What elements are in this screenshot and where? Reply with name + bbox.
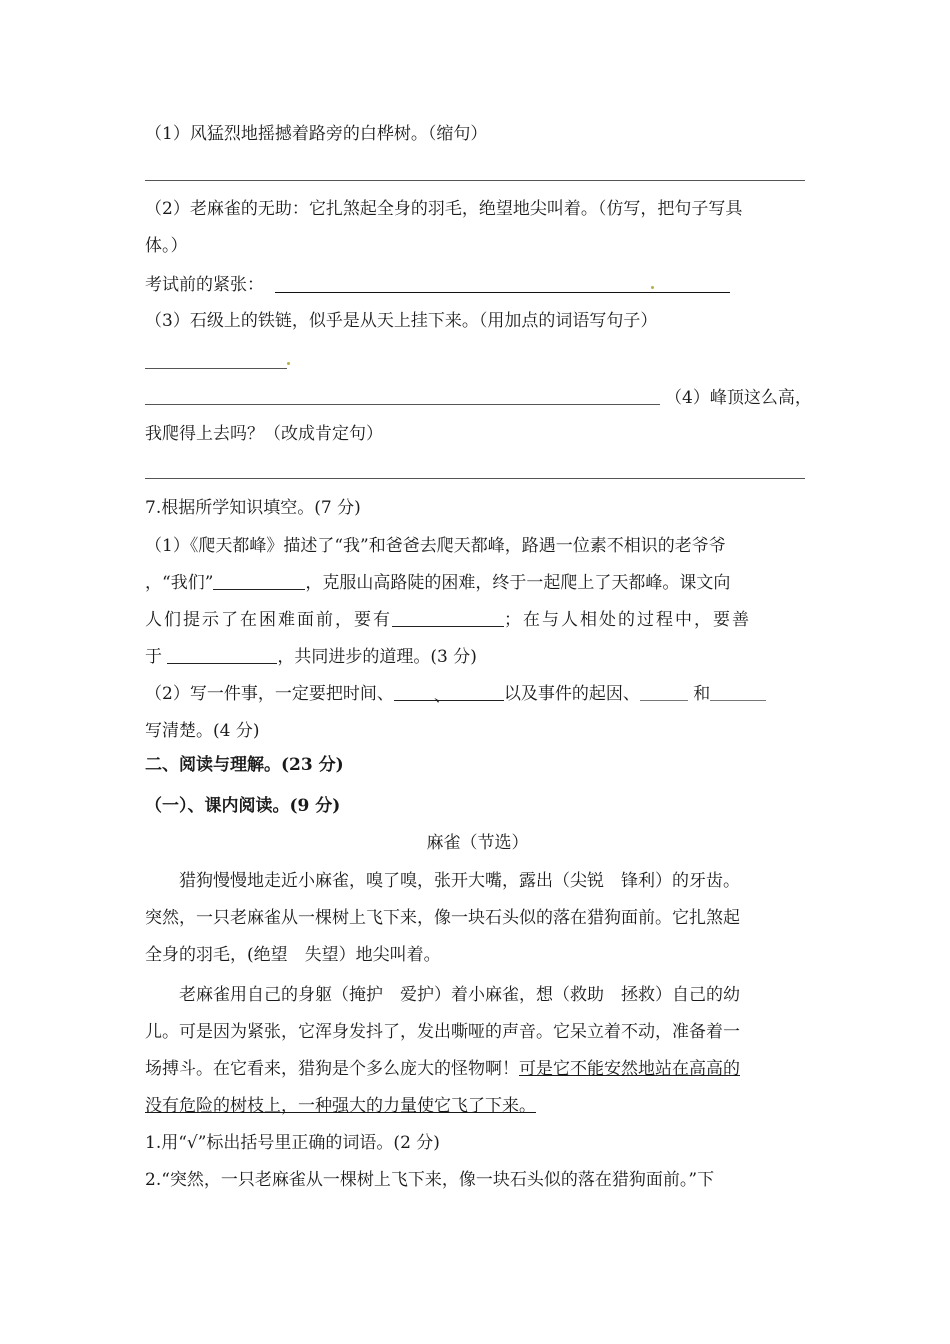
passage-line: 老麻雀用自己的身躯（掩护 爱护）着小麻雀，想（救助 拯救）自己的幼 [179, 985, 740, 1005]
subsection-heading: （一）、课内阅读。(9 分) [145, 796, 341, 816]
q6-item2-line3 [145, 271, 810, 299]
passage-line [145, 1092, 810, 1120]
fill-blank [213, 571, 305, 590]
answer-line [145, 180, 805, 181]
ink-speck [287, 362, 290, 365]
q7-text: ，“我们” [145, 573, 214, 593]
passage-line: 儿。可是因为紧张，它浑身发抖了，发出嘶哑的声音。它呆立着不动，准备着一 [145, 1022, 740, 1042]
passage-line: 全身的羽毛，(绝望 失望）地尖叫着。 [145, 945, 441, 965]
fill-blank: 、 [394, 682, 504, 701]
answer-line [145, 404, 660, 405]
section-heading: 二、阅读与理解。(23 分) [145, 755, 344, 775]
question-1: 1.用“√”标出括号里正确的词语。(2 分) [145, 1133, 440, 1153]
passage-line: 猎狗慢慢地走近小麻雀，嗅了嗅，张开大嘴，露出（尖锐 锋利）的牙齿。 [179, 871, 740, 891]
q7-title: 7.根据所学知识填空。(7 分) [145, 498, 361, 518]
passage-line [145, 1055, 810, 1083]
q7-item2-line1 [145, 680, 810, 708]
q7-text: 以及事件的起因、 [503, 684, 640, 704]
q7-text: ；在与人相处的过程中，要善 [504, 610, 751, 630]
q7-text: ，克服山高路陡的困难，终于一起爬上了天都峰。课文向 [305, 573, 731, 593]
answer-line [145, 478, 805, 479]
fill-blank [640, 682, 688, 701]
q7-item2-line2: 写清楚。(4 分) [145, 721, 260, 741]
q6-item2-line1: （2）老麻雀的无助：它扎煞起全身的羽毛，绝望地尖叫着。（仿写，把句子写具 [145, 199, 743, 219]
underlined-sentence: 没有危险的树枝上，一种强大的力量使它飞了下来。 [145, 1096, 536, 1116]
q6-item2-line2: 体。） [145, 236, 188, 256]
q7-text: 和 [687, 684, 711, 704]
answer-line [275, 292, 730, 293]
fill-blank [167, 645, 277, 664]
question-2: 2.“突然，一只老麻雀从一棵树上飞下来，像一块石头似的落在猎狗面前。”下 [145, 1170, 715, 1190]
q7-item1-line2 [145, 569, 810, 597]
q7-text: ，共同进步的道理。(3 分) [277, 647, 477, 667]
q7-item1-line3 [145, 606, 810, 634]
q6-item4-end: 我爬得上去吗？（改成肯定句） [145, 424, 383, 444]
passage-title: 麻雀（节选） [426, 833, 529, 853]
q6-item3: （3）石级上的铁链，似乎是从天上挂下来。（用加点的词语写句子） [145, 311, 658, 331]
q7-text: 于 [145, 647, 168, 667]
q6-item1: （1）风猛烈地摇撼着路旁的白桦树。（缩句） [145, 124, 488, 144]
fill-blank [392, 608, 504, 627]
q6-item2-prompt: 考试前的紧张： [145, 275, 264, 295]
q7-text: （2）写一件事，一定要把时间、 [145, 684, 394, 704]
q7-item1-line1: （1）《爬天都峰》描述了“我”和爸爸去爬天都峰，路遇一位素不相识的老爷爷 [145, 536, 726, 556]
ink-speck [651, 286, 654, 289]
passage-line: 突然，一只老麻雀从一棵树上飞下来，像一块石头似的落在猎狗面前。它扎煞起 [145, 908, 740, 928]
q7-text: 人们提示了在困难面前，要有 [145, 610, 392, 630]
q7-item1-line4 [145, 643, 810, 671]
passage-text: 场搏斗。在它看来，猎狗是个多么庞大的怪物啊！ [145, 1059, 519, 1079]
answer-line [145, 368, 287, 369]
q6-item4-start: （4）峰顶这么高， [665, 388, 812, 408]
fill-blank [710, 682, 766, 701]
underlined-sentence: 可是它不能安然地站在高高的 [519, 1059, 740, 1079]
